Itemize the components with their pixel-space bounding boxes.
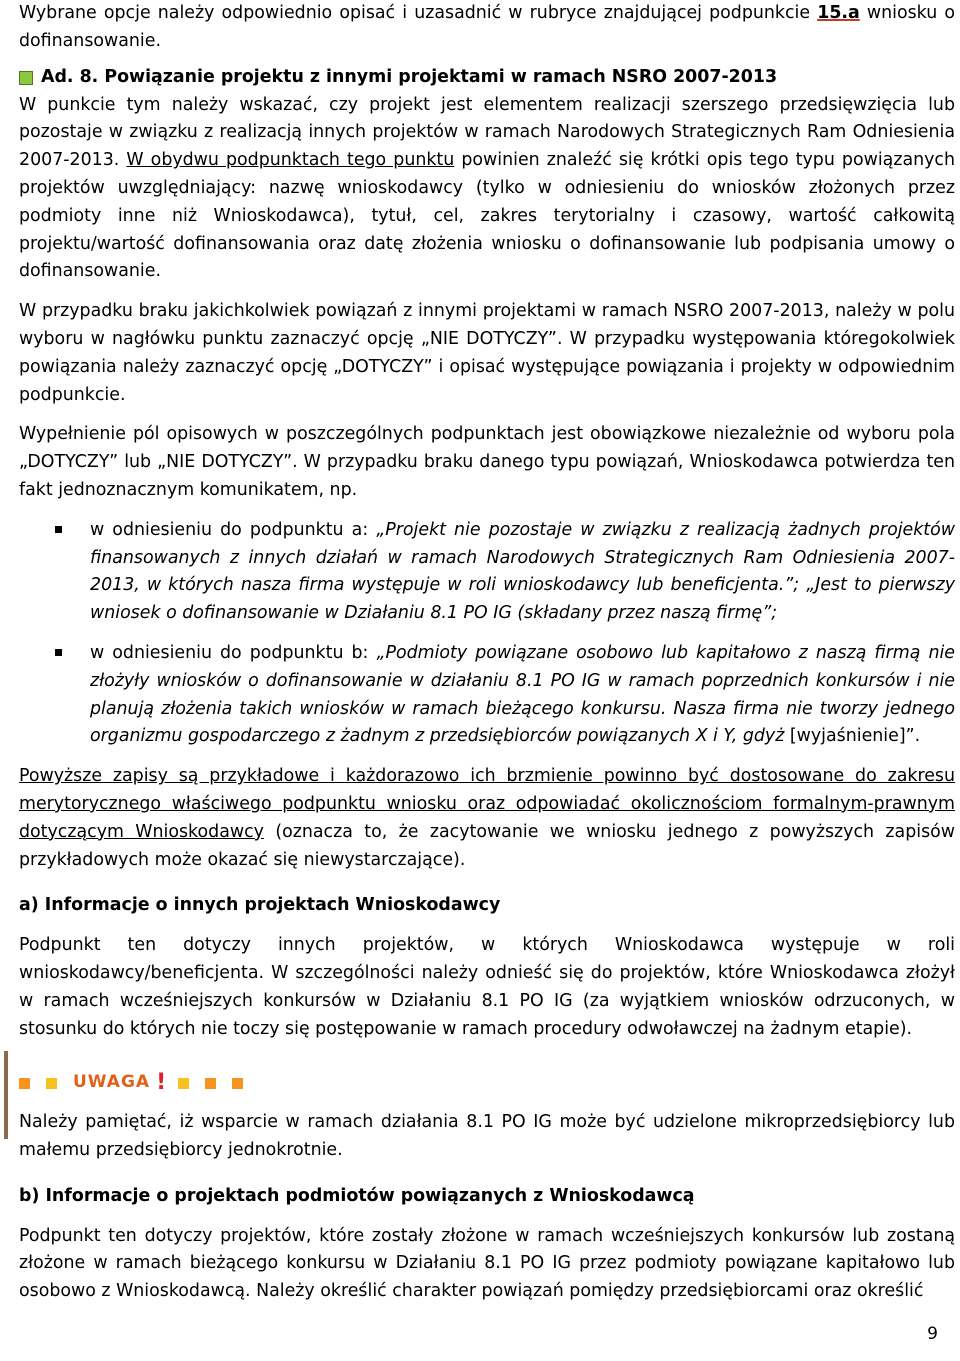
section-8-title: Ad. 8. Powiązanie projektu z innymi projektami w ramach NSRO 2007-2013 bbox=[41, 66, 778, 87]
bullet-lead: w odniesieniu do podpunktu a: bbox=[90, 519, 377, 540]
uwaga-notice-header bbox=[19, 1059, 955, 1109]
uwaga-label: UWAGA bbox=[73, 1072, 151, 1093]
exclamation-icon: ! bbox=[156, 1070, 167, 1096]
p4-underlined: Powyższe zapisy są przykładowe i każdorazowo ich brzmienie powinno być dostosowane do zakresu merytorycznego właściwego podpunktu wniosku oraz odpowiadać okolicznościom formalnym-prawnym dotyczącym Wnioskodawcy bbox=[19, 766, 955, 842]
uwaga-row bbox=[19, 1069, 259, 1097]
p4-text: (oznacza to, że zacytowanie we wniosku jednego z powyższych zapisów przykładowych może okazać się niewystarczające). bbox=[19, 821, 955, 870]
section-a-paragraph: Podpunkt ten dotyczy innych projektów, w których Wnioskodawca występuje w roli wnioskodawcy/beneficjenta. W szczególności należy odnieść się do projektów, które Wnioskodawca złożył w ramach wcześniejszych konkursów w Działaniu 8.1 PO IG (za wyjątkiem wniosków odrzuconych, w stosunku do których nie toczy się postępowanie w ramach procedury odwoławczej na żadnym etapie). bbox=[19, 935, 955, 1039]
notice-side-bar bbox=[4, 1051, 8, 1139]
bullet-quote: „Projekt nie pozostaje w związku z realizacją żadnych projektów finansowanych z innych działań w ramach Narodowych Strategicznych Ram Odniesienia 2007-2013, w których nasza firma występuje w roli wnioskodawcy lub beneficjenta.”; „Jest to pierwszy wniosek o dofinansowanie w Działaniu 8.1 PO IG (składany przez naszą firmę”; bbox=[90, 519, 955, 624]
p1-underlined: W obydwu podpunktach tego punktu bbox=[126, 150, 455, 171]
document-page bbox=[19, 0, 955, 1306]
orange-square-icon bbox=[19, 1078, 30, 1089]
square-bullet-icon bbox=[55, 526, 62, 533]
orange-square-icon bbox=[205, 1078, 216, 1089]
section-b-paragraph: Podpunkt ten dotyczy projektów, które zostały złożone w ramach wcześniejszych konkursów lub zostaną złożone w ramach bieżącego konkursu w Działaniu 8.1 PO IG przez podmioty powiązane kapitałowo lub osobowo z Wnioskodawcą. Należy określić charakter powiązań pomiędzy przedsiębiorcami oraz określić bbox=[19, 1225, 955, 1302]
section-8-heading bbox=[19, 64, 955, 92]
green-square-icon bbox=[19, 71, 33, 85]
section-8-paragraph-2: W przypadku braku jakichkolwiek powiązań z innymi projektami w ramach NSRO 2007-2013, należy w polu wyboru w nagłówku punktu zaznaczyć opcję „NIE DOTYCZY”. W przypadku występowania któregokolwiek powiązania należy zaznaczyć opcję „DOTYCZY” i opisać występujące powiązania i projekty w odpowiednim podpunkcie. bbox=[19, 301, 955, 405]
p1-text-a: W punkcie tym należy wskazać, czy projekt jest elementem realizacji szerszego przedsięwzięcia lub pozostaje w związku z realizacją innych projektów w ramach Narodowych Strategicznych Ram Odniesienia 2007-2013. bbox=[19, 94, 955, 171]
yellow-square-icon bbox=[46, 1078, 57, 1089]
intro-paragraph bbox=[19, 0, 955, 56]
uwaga-paragraph: Należy pamiętać, iż wsparcie w ramach działania 8.1 PO IG może być udzielone mikroprzedsiębiorcy lub małemu przedsiębiorcy jednokrotnie. bbox=[19, 1112, 955, 1161]
section-a-heading: a) Informacje o innych projektach Wnioskodawcy bbox=[19, 895, 501, 916]
intro-reference: 15.a bbox=[817, 3, 860, 23]
section-b-heading: b) Informacje o projektach podmiotów powiązanych z Wnioskodawcą bbox=[19, 1185, 695, 1206]
square-bullet-icon bbox=[55, 649, 62, 656]
orange-square-icon bbox=[232, 1078, 243, 1089]
example-statements-list bbox=[19, 517, 955, 751]
list-item bbox=[19, 517, 955, 628]
p1-text-b: powinien znaleźć się krótki opis tego typu powiązanych projektów uwzględniający: nazwę wnioskodawcy (tylko w odniesieniu do wniosków złożonych przez podmioty inne niż Wnioskodawca), tytuł, cel, zakres terytorialny i czasowy, wartość całkowitą projektu/wartość dofinansowania oraz datę złożenia wniosku o dofinansowanie lub podpisania umowy o dofinansowanie. bbox=[19, 150, 956, 282]
page-number: 9 bbox=[927, 1324, 938, 1345]
yellow-square-icon bbox=[178, 1078, 189, 1089]
list-item bbox=[19, 640, 955, 751]
bullet-tail: [wyjaśnienie]”. bbox=[784, 726, 921, 747]
intro-text: Wybrane opcje należy odpowiednio opisać i uzasadnić w rubryce znajdującej podpunkcie bbox=[19, 3, 818, 23]
intro-text-end: wniosku o dofinansowanie. bbox=[19, 3, 956, 51]
section-8-paragraph-1 bbox=[19, 92, 955, 287]
bullet-lead: w odniesieniu do podpunktu b: bbox=[90, 642, 377, 663]
section-8-paragraph-4 bbox=[19, 763, 955, 874]
bullet-quote: „Podmioty powiązane osobowo lub kapitałowo z naszą firmą nie złożyły wniosków o dofinansowanie w działaniu 8.1 PO IG w ramach poprzednich konkursów i nie planują złożenia takich wniosków w ramach bieżącego konkursu. Nasza firma nie tworzy jednego organizmu gospodarczego z żadnym z przedsiębiorców powiązanych X i Y, gdyż bbox=[90, 642, 955, 747]
section-8-paragraph-3: Wypełnienie pól opisowych w poszczególnych podpunktach jest obowiązkowe niezależnie od wyboru pola „DOTYCZY” lub „NIE DOTYCZY”. W przypadku braku danego typu powiązań, Wnioskodawca potwierdza ten fakt jednoznacznym komunikatem, np. bbox=[19, 424, 955, 500]
